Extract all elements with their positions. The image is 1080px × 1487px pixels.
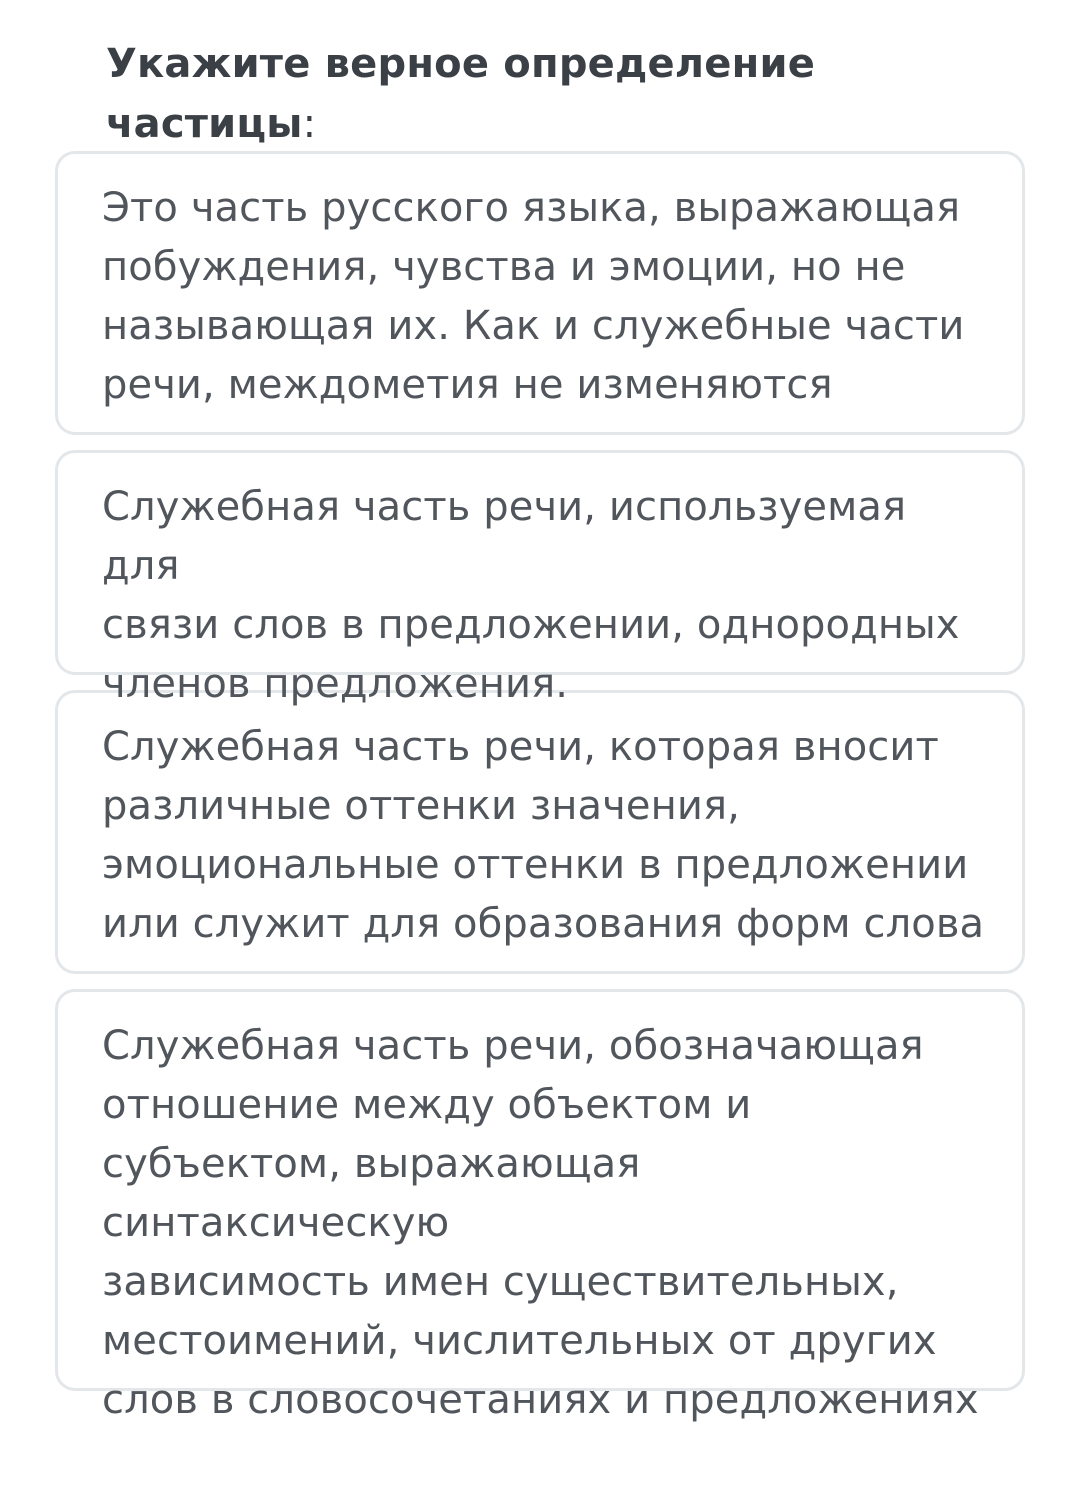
answer-option-text: Служебная часть речи, обозначающая отношение между объектом и субъектом, выражающая синтаксическую зависимость имен существительных, местоимений, числительных от других слов в словосочетаниях и предложениях: [102, 1023, 979, 1423]
answer-option-4[interactable]: [55, 989, 1025, 1423]
answer-option-1[interactable]: [55, 151, 1025, 435]
question-colon: :: [302, 101, 317, 147]
answer-option-text: Служебная часть речи, которая вносит различные оттенки значения, эмоциональные оттенки в предложении или служит для образования форм слова: [102, 724, 985, 947]
question-title: [106, 34, 1006, 154]
answer-option-2[interactable]: [55, 450, 1025, 707]
answer-option-text: Служебная часть речи, используемая для связи слов в предложении, однородных членов предложения.: [102, 484, 960, 707]
answer-option-3[interactable]: [55, 690, 1025, 974]
answer-option-text: Это часть русского языка, выражающая побуждения, чувства и эмоции, но не называющая их. Как и служебные части речи, междометия не изменяются: [102, 185, 965, 408]
answer-options-list: [55, 151, 1025, 1423]
question-text: Укажите верное определение частицы: [106, 41, 816, 147]
